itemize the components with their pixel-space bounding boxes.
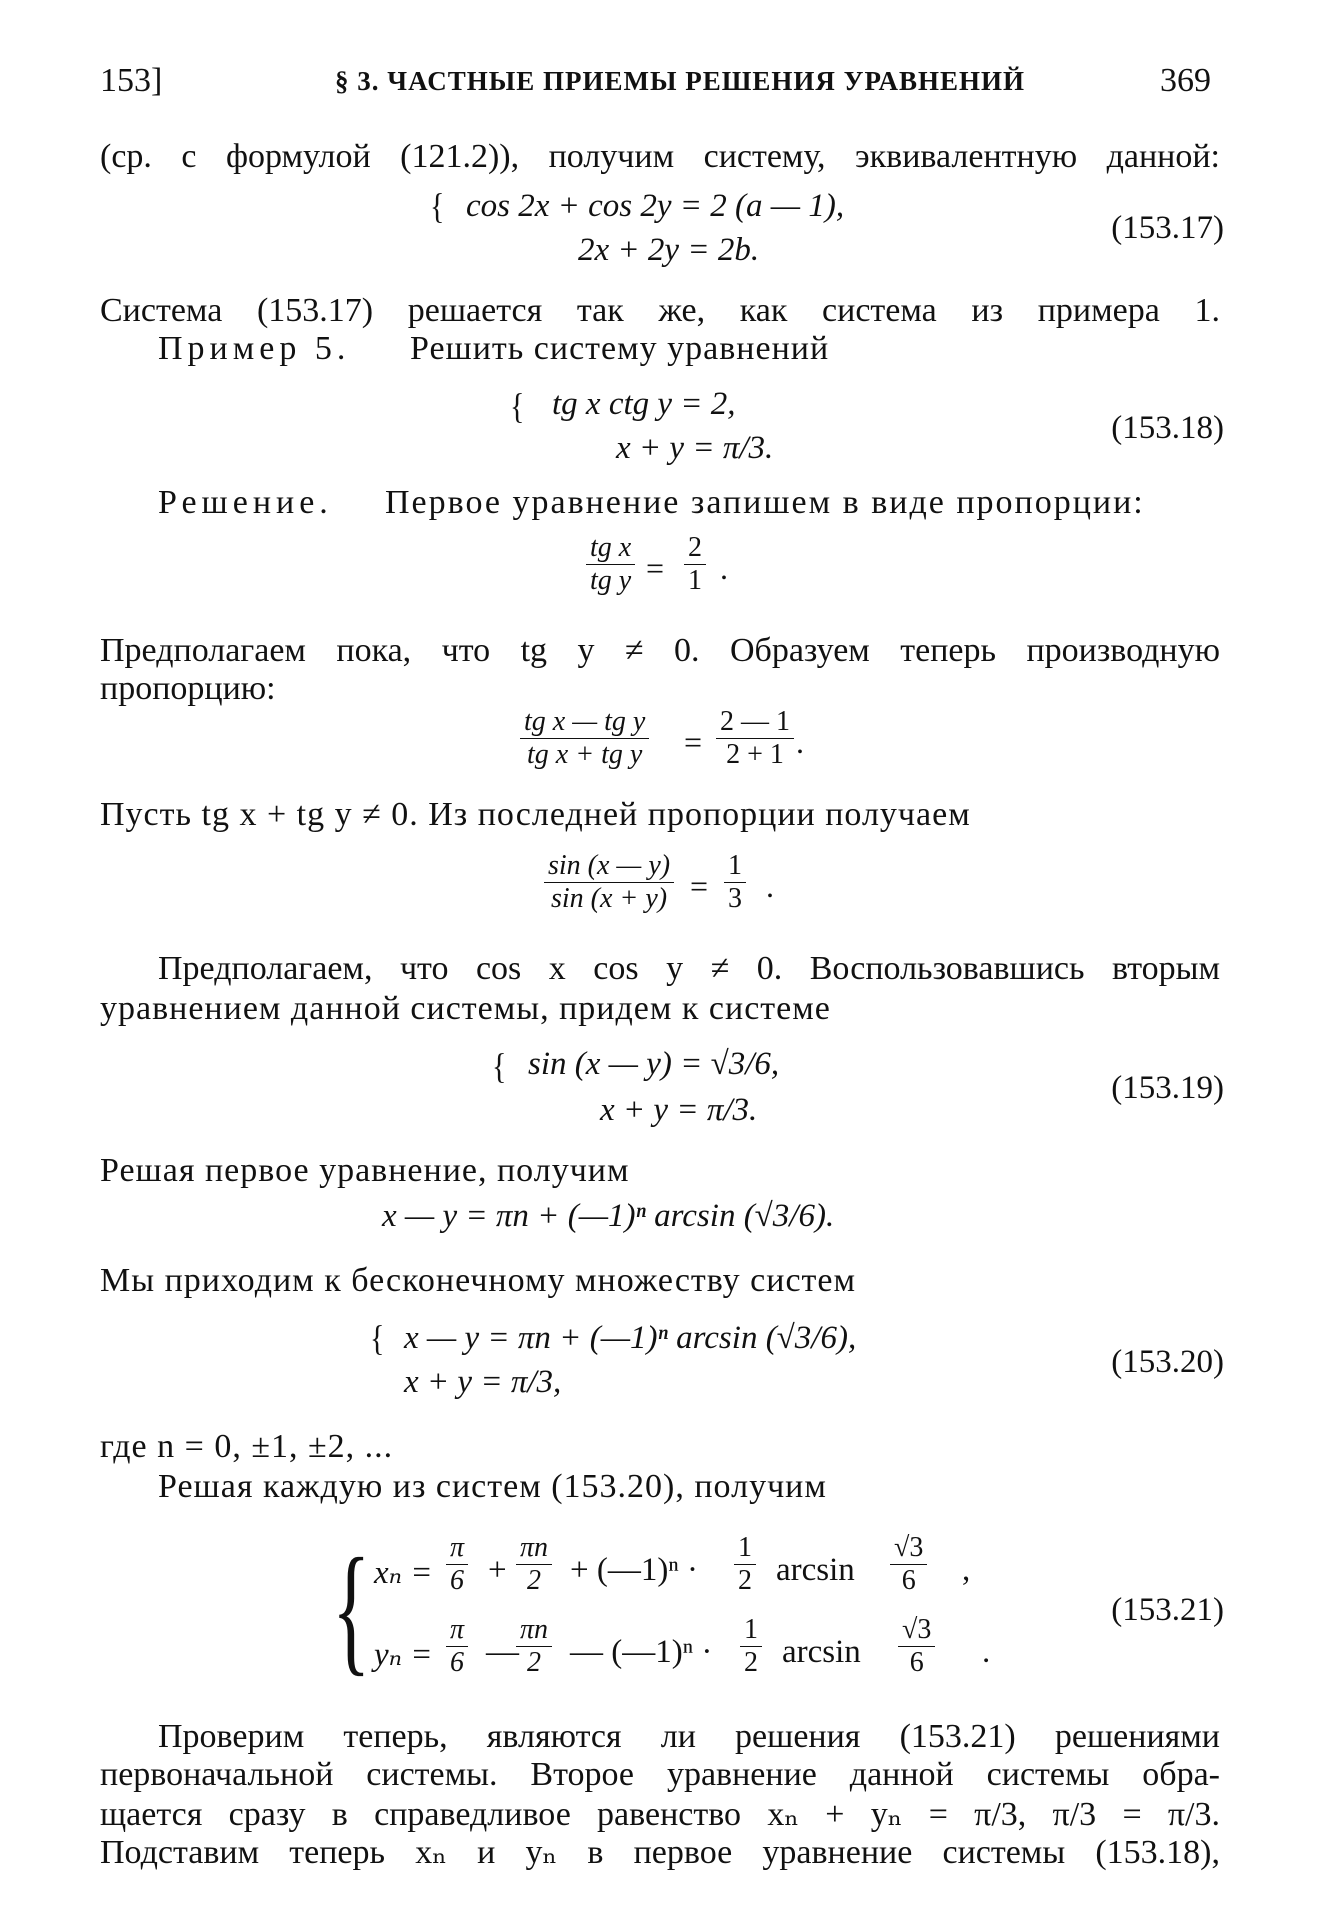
paragraph-10-line-4: Подставим теперь xₙ и yₙ в первое уравнение системы (153.18), xyxy=(100,1834,1220,1871)
denominator: 3 xyxy=(728,883,742,914)
equation-number-17: (153.17) xyxy=(1111,210,1224,246)
paragraph-10-line-1: Проверим теперь, являются ли решения (153.21) решениями xyxy=(158,1718,1220,1755)
system-20-line-1: x — y = πn + (—1)ⁿ arcsin (√3/6), xyxy=(404,1320,857,1356)
equation-x-minus-y: x — y = πn + (—1)ⁿ arcsin (√3/6). xyxy=(382,1198,835,1234)
equals-sign: = xyxy=(684,724,703,760)
numerator: sin (x — y) xyxy=(548,850,671,881)
paragraph-4: Пусть tg x + tg y ≠ 0. Из последней пропорции получаем xyxy=(100,796,971,833)
paragraph-7: Мы приходим к бесконечному множеству систем xyxy=(100,1262,857,1299)
numerator: π xyxy=(450,1532,465,1563)
system-18-line-1: tg x ctg y = 2, xyxy=(552,386,736,422)
fraction-sqrt3-6 xyxy=(890,1532,927,1597)
arcsin-text: arcsin xyxy=(782,1634,861,1670)
fraction-pin-2 xyxy=(516,1532,552,1597)
numerator: √3 xyxy=(894,1532,924,1563)
left-brace: { xyxy=(492,1046,507,1087)
fraction-lhs xyxy=(586,532,635,597)
equals-sign: = xyxy=(646,550,665,586)
fraction-lhs xyxy=(520,706,649,771)
fraction-rhs xyxy=(724,850,746,915)
numerator: 1 xyxy=(738,1532,752,1563)
numerator: πn xyxy=(520,1614,549,1645)
paragraph-3-line-2: пропорцию: xyxy=(100,670,276,707)
denominator: 6 xyxy=(450,1565,465,1596)
fraction-pi-6 xyxy=(446,1532,468,1597)
period: . xyxy=(766,868,774,904)
system-20-line-2: x + y = π/3, xyxy=(404,1364,562,1400)
x-n-lhs: xₙ = xyxy=(374,1555,433,1591)
minus-sign: — xyxy=(486,1634,519,1670)
paragraph-5-line-2: уравнением данной системы, придем к системе xyxy=(100,990,831,1027)
denominator: 1 xyxy=(688,565,702,596)
numerator: √3 xyxy=(902,1614,932,1645)
sign-term: + (—1)ⁿ · xyxy=(570,1552,698,1588)
numerator: 2 — 1 xyxy=(720,706,790,737)
y-n-lhs: yₙ = xyxy=(374,1637,433,1673)
equation-number-20: (153.20) xyxy=(1111,1344,1224,1380)
denominator: 2 xyxy=(738,1565,752,1596)
equation-number-19: (153.19) xyxy=(1111,1070,1224,1106)
fraction-pi-6 xyxy=(446,1614,468,1679)
period: . xyxy=(720,550,728,586)
denominator: 6 xyxy=(901,1565,916,1596)
paragraph-6: Решая первое уравнение, получим xyxy=(100,1152,630,1189)
sign-term: — (—1)ⁿ · xyxy=(570,1634,713,1670)
denominator: 2 + 1 xyxy=(726,739,784,770)
paragraph-2: Система (153.17) решается так же, как система из примера 1. xyxy=(100,292,1220,329)
denominator: 6 xyxy=(909,1647,924,1678)
plus-sign: + xyxy=(488,1552,507,1588)
fraction-sqrt3-6 xyxy=(898,1614,935,1679)
paragraph-3-line-1: Предполагаем пока, что tg y ≠ 0. Образуем теперь производную xyxy=(100,632,1220,669)
numerator: 1 xyxy=(744,1614,758,1645)
equals-sign: = xyxy=(690,868,709,904)
numerator: tg x xyxy=(590,532,632,563)
left-brace: { xyxy=(370,1318,385,1359)
fraction-rhs xyxy=(684,532,706,597)
denominator: 2 xyxy=(744,1647,758,1678)
fraction-rhs xyxy=(716,706,794,771)
system-18-line-2: x + y = π/3. xyxy=(616,430,774,466)
denominator: sin (x + y) xyxy=(551,883,668,914)
system-17-line-2: 2x + 2y = 2b. xyxy=(578,232,760,268)
equation-number-18: (153.18) xyxy=(1111,410,1224,446)
solution-label: Решение. xyxy=(158,484,333,521)
paragraph-1: (ср. с формулой (121.2)), получим систему, эквивалентную данной: xyxy=(100,138,1220,175)
fraction-lhs xyxy=(544,850,674,915)
denominator: tg x + tg y xyxy=(527,739,643,770)
numerator: tg x — tg y xyxy=(524,706,646,737)
arcsin-text: arcsin xyxy=(776,1552,855,1588)
equation-number-21: (153.21) xyxy=(1111,1592,1224,1628)
left-brace: { xyxy=(430,186,445,227)
header-title: § 3. ЧАСТНЫЕ ПРИЕМЫ РЕШЕНИЯ УРАВНЕНИЙ xyxy=(335,66,1026,96)
paragraph-8: где n = 0, ±1, ±2, ... xyxy=(100,1428,394,1465)
paragraph-10-line-3: щается сразу в справедливое равенство xₙ + yₙ = π/3, π/3 = π/3. xyxy=(100,1796,1220,1833)
solution-text: Первое уравнение запишем в виде пропорции: xyxy=(385,484,1145,521)
period: . xyxy=(982,1634,991,1670)
numerator: π xyxy=(450,1614,465,1645)
numerator: 2 xyxy=(688,532,702,563)
paragraph-5-line-1: Предполагаем, что cos x cos y ≠ 0. Воспользовавшись вторым xyxy=(158,950,1220,987)
system-19-line-2: x + y = π/3. xyxy=(600,1092,758,1128)
numerator: πn xyxy=(520,1532,549,1563)
example-label: Пример 5. xyxy=(158,330,351,367)
paragraph-9: Решая каждую из систем (153.20), получим xyxy=(158,1468,827,1505)
header-section-ref: 153] xyxy=(100,62,163,99)
paragraph-10-line-2: первоначальной системы. Второе уравнение данной системы обра- xyxy=(100,1756,1220,1793)
numerator: 1 xyxy=(728,850,742,881)
denominator: tg y xyxy=(590,565,632,596)
system-17-line-1: cos 2x + cos 2y = 2 (a — 1), xyxy=(466,188,845,224)
system-19-line-1: sin (x — y) = √3/6, xyxy=(528,1046,780,1082)
left-brace: { xyxy=(332,1530,371,1690)
fraction-1-2 xyxy=(740,1614,762,1679)
period: . xyxy=(796,724,804,760)
denominator: 2 xyxy=(527,1647,542,1678)
fraction-pin-2 xyxy=(516,1614,552,1679)
left-brace: { xyxy=(510,386,525,427)
denominator: 2 xyxy=(527,1565,542,1596)
page-number: 369 xyxy=(1160,62,1211,99)
comma: , xyxy=(962,1552,971,1588)
denominator: 6 xyxy=(450,1647,465,1678)
fraction-1-2 xyxy=(734,1532,756,1597)
example-text: Решить систему уравнений xyxy=(410,330,830,367)
